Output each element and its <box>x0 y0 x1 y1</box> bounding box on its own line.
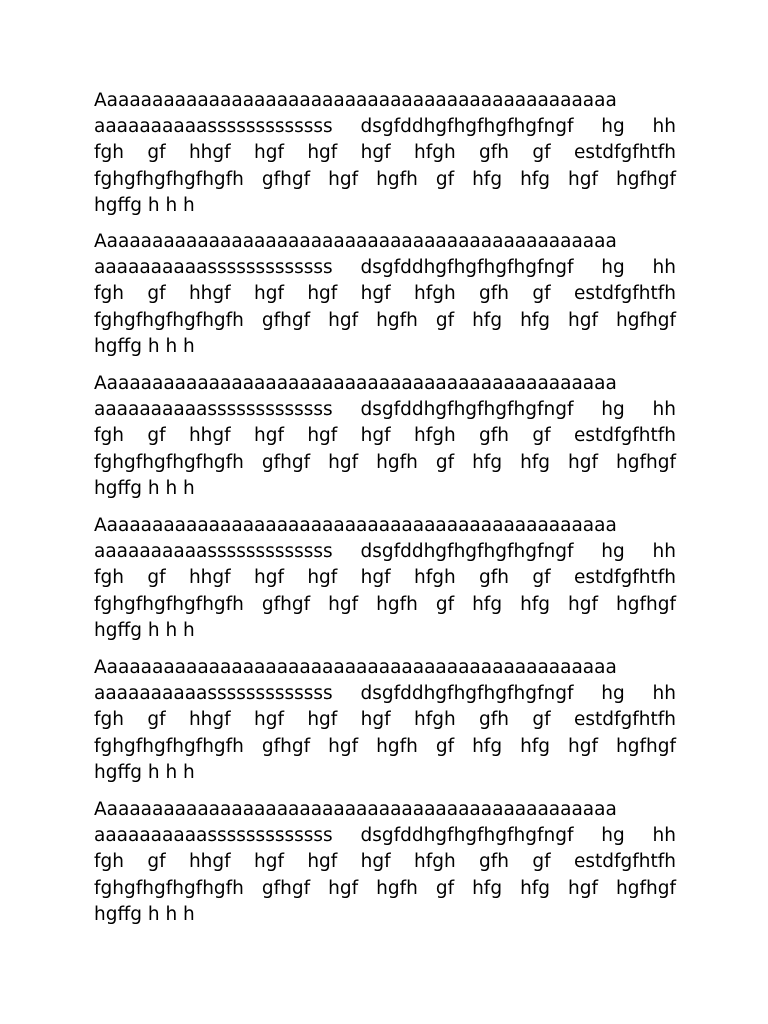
paragraph-line: Aaaaaaaaaaaaaaaaaaaaaaaaaaaaaaaaaaaaaaaaaaaaaa <box>94 373 617 394</box>
paragraph-line: fghgfhgfhgfhgfh gfhgf hgf hgfh gf hfg hfg hgf hgfhgf <box>94 451 676 473</box>
paragraph-line: hgffg h h h <box>94 335 195 357</box>
paragraph-line: hgffg h h h <box>94 761 195 783</box>
paragraph-line: fgh gf hhgf hgf hgf hgf hfgh gfh gf estdfgfhtfh <box>94 425 676 447</box>
paragraph-line: fghgfhgfhgfhgfh gfhgf hgf hgfh gf hfg hfg hgf hgfhgf <box>94 877 676 899</box>
paragraph <box>94 229 676 360</box>
paragraph-line: Aaaaaaaaaaaaaaaaaaaaaaaaaaaaaaaaaaaaaaaaaaaaaa <box>94 515 617 536</box>
paragraph-line: fghgfhgfhgfhgfh gfhgf hgf hgfh gf hfg hfg hgf hgfhgf <box>94 593 676 615</box>
paragraph-line: hgffg h h h <box>94 477 195 499</box>
paragraph-line: aaaaaaaaaasssssssssssss dsgfddhgfhgfhgfhgfngf hg hh <box>94 683 676 705</box>
paragraph <box>94 371 676 502</box>
paragraph <box>94 88 676 219</box>
paragraph-line: fghgfhgfhgfhgfh gfhgf hgf hgfh gf hfg hfg hgf hgfhgf <box>94 168 676 190</box>
paragraph-line: Aaaaaaaaaaaaaaaaaaaaaaaaaaaaaaaaaaaaaaaaaaaaaa <box>94 90 617 111</box>
paragraph-line: Aaaaaaaaaaaaaaaaaaaaaaaaaaaaaaaaaaaaaaaaaaaaaa <box>94 657 617 678</box>
paragraph-line: hgffg h h h <box>94 194 195 216</box>
paragraph-line: fghgfhgfhgfhgfh gfhgf hgf hgfh gf hfg hfg hgf hgfhgf <box>94 735 676 757</box>
paragraph-line: hgffg h h h <box>94 619 195 641</box>
paragraph-line: aaaaaaaaaasssssssssssss dsgfddhgfhgfhgfhgfngf hg hh <box>94 541 676 563</box>
paragraph-line: aaaaaaaaaasssssssssssss dsgfddhgfhgfhgfhgfngf hg hh <box>94 116 676 138</box>
paragraph-line: fgh gf hhgf hgf hgf hgf hfgh gfh gf estdfgfhtfh <box>94 283 676 305</box>
paragraph <box>94 797 676 928</box>
paragraph-line: aaaaaaaaaasssssssssssss dsgfddhgfhgfhgfhgfngf hg hh <box>94 399 676 421</box>
paragraph-line: fgh gf hhgf hgf hgf hgf hfgh gfh gf estdfgfhtfh <box>94 142 676 164</box>
paragraph-line: aaaaaaaaaasssssssssssss dsgfddhgfhgfhgfhgfngf hg hh <box>94 825 676 847</box>
paragraph-line: fgh gf hhgf hgf hgf hgf hfgh gfh gf estdfgfhtfh <box>94 851 676 873</box>
paragraph-line: aaaaaaaaaasssssssssssss dsgfddhgfhgfhgfhgfngf hg hh <box>94 257 676 279</box>
paragraph-line: fgh gf hhgf hgf hgf hgf hfgh gfh gf estdfgfhtfh <box>94 709 676 731</box>
paragraph <box>94 655 676 786</box>
paragraph-line: fghgfhgfhgfhgfh gfhgf hgf hgfh gf hfg hfg hgf hgfhgf <box>94 309 676 331</box>
paragraph-line: fgh gf hhgf hgf hgf hgf hfgh gfh gf estdfgfhtfh <box>94 567 676 589</box>
paragraph <box>94 513 676 644</box>
paragraph-line: Aaaaaaaaaaaaaaaaaaaaaaaaaaaaaaaaaaaaaaaaaaaaaa <box>94 799 617 820</box>
paragraph-line: Aaaaaaaaaaaaaaaaaaaaaaaaaaaaaaaaaaaaaaaaaaaaaa <box>94 231 617 252</box>
paragraph-line: hgffg h h h <box>94 903 195 925</box>
